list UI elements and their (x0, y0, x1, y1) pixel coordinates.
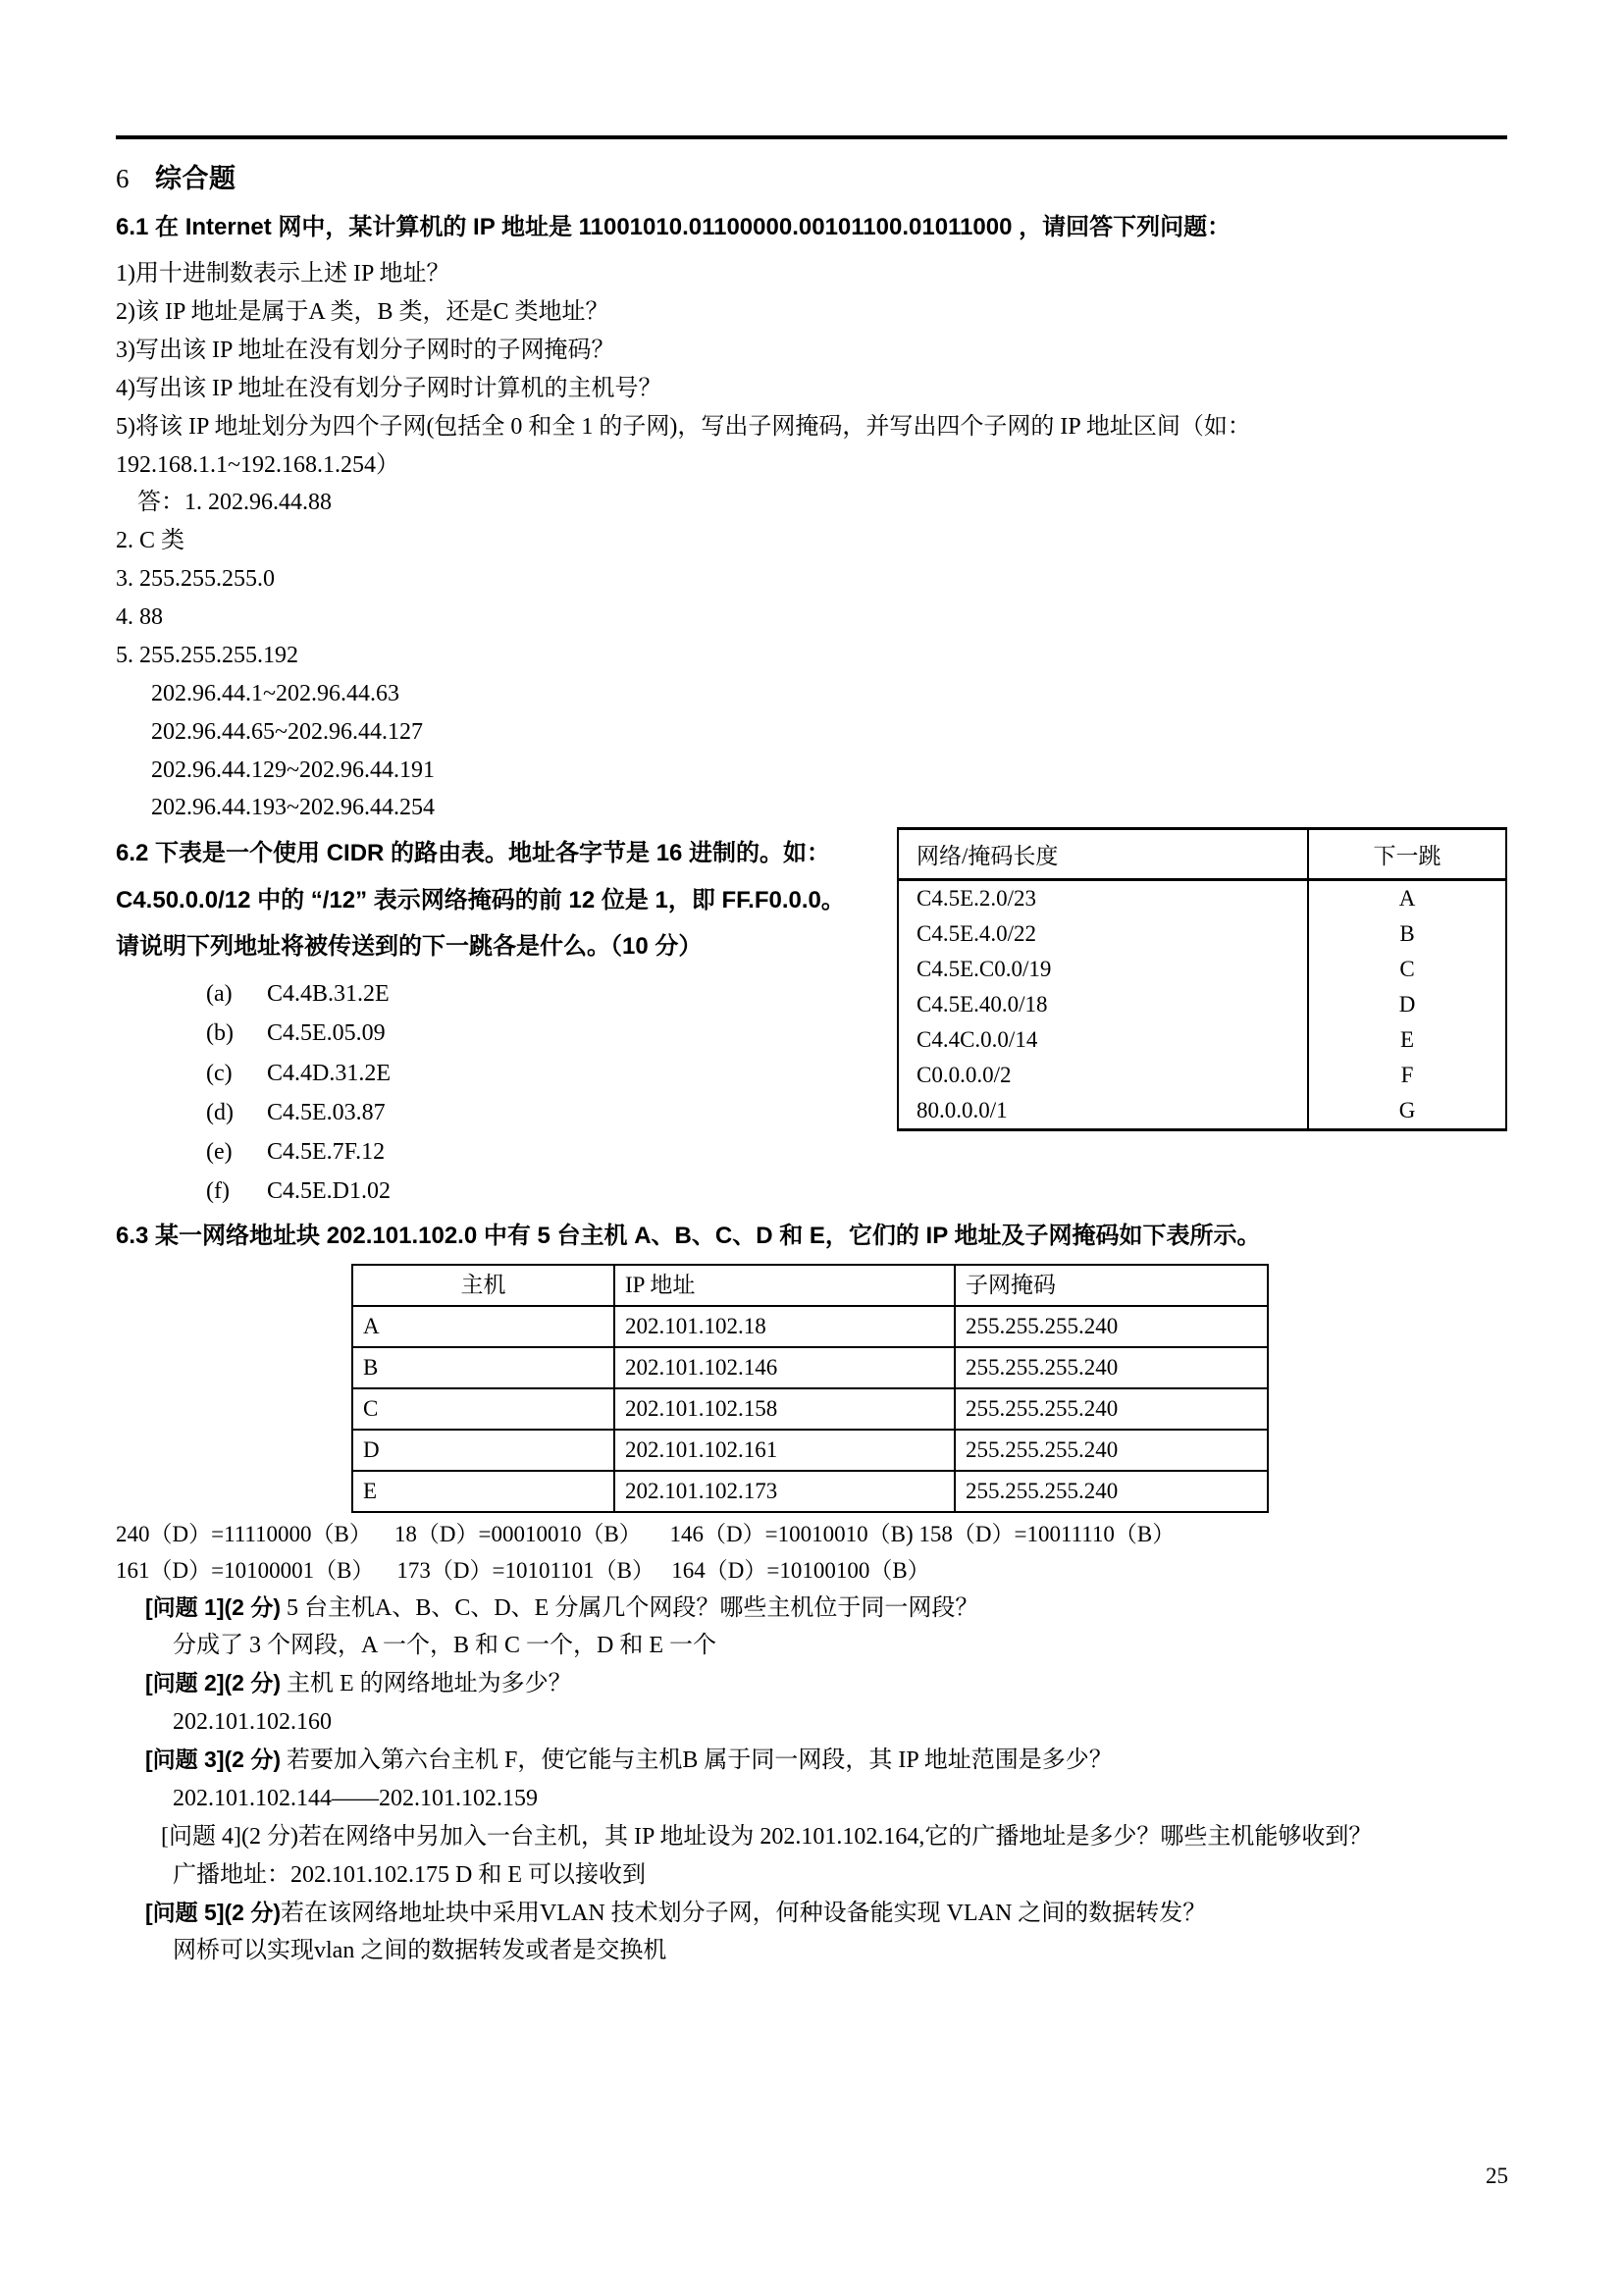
section-heading (116, 157, 1507, 195)
q62-address-label-a: (a) (206, 980, 233, 1007)
q61-heading: 6.1 在 Internet 网中，某计算机的 IP 地址是 11001010.01100000.00101100.01011000 ，请回答下列问题： (116, 214, 1231, 240)
q62-heading-line3: 请说明下列地址将被传送到的下一跳各是什么。（10 分） (116, 932, 703, 960)
list-item (116, 1172, 862, 1211)
routing-network-3: C4.5E.40.0/18 (898, 987, 1308, 1022)
q62-address-label-b: (b) (206, 1020, 234, 1047)
q61-answer-1: 答：1. 202.96.44.88 (137, 490, 332, 516)
table-header-row (352, 1265, 1268, 1306)
q62-address-value-c: C4.4D.31.2E (267, 1060, 391, 1086)
q63-question-1 (116, 1590, 1507, 1628)
routing-nexthop-2: C (1308, 952, 1506, 987)
host-mask-3: 255.255.255.240 (955, 1430, 1268, 1471)
host-name-1: B (352, 1347, 614, 1388)
routing-nexthop-3: D (1308, 987, 1506, 1022)
q62-address-label-d: (d) (206, 1099, 234, 1125)
host-mask-1: 255.255.255.240 (955, 1347, 1268, 1388)
routing-nexthop-6: G (1308, 1093, 1506, 1130)
routing-table (897, 827, 1507, 1131)
q62-address-label-c: (c) (206, 1060, 233, 1086)
q61-item-3: 3)写出该 IP 地址在没有划分子网时的子网掩码？ (116, 337, 615, 363)
q63-answer-1: 分成了 3 个网段，A 一个，B 和 C 一个，D 和 E 一个 (173, 1633, 717, 1659)
host-table (351, 1264, 1269, 1513)
routing-nexthop-0: A (1308, 880, 1506, 917)
host-mask-0: 255.255.255.240 (955, 1306, 1268, 1347)
list-item (116, 1132, 862, 1172)
routing-table-header-nexthop: 下一跳 (1308, 829, 1506, 880)
table-row (352, 1430, 1268, 1471)
host-name-2: C (352, 1388, 614, 1430)
q62-address-list (116, 974, 862, 1212)
q63-binary-line-2: 161（D）=10100001（B） 173（D）=10101101（B） 164（D）=10100100（B） (116, 1557, 930, 1583)
q63-question-1-label: [问题 1](2 分) (145, 1593, 281, 1620)
table-row (352, 1306, 1268, 1347)
q63-answer-2: 202.101.102.160 (173, 1709, 332, 1736)
list-item (116, 1054, 862, 1093)
q63-question-2-label: [问题 2](2 分) (145, 1670, 281, 1696)
host-ip-3: 202.101.102.161 (614, 1430, 955, 1471)
host-name-4: E (352, 1471, 614, 1512)
q61-item-5-cont: 192.168.1.1~192.168.1.254） (116, 451, 399, 478)
page-content (116, 135, 1507, 1970)
q62-block (116, 835, 1507, 1211)
q62-heading-line2: C4.50.0.0/12 中的 “/12” 表示网络掩码的前 12 位是 1，即 FF.F0.0.0。 (116, 886, 845, 913)
host-table-header-host: 主机 (352, 1265, 614, 1306)
routing-nexthop-5: F (1308, 1058, 1506, 1093)
q63-question-3 (116, 1742, 1507, 1780)
q63-question-5-text: 若在该网络地址块中采用VLAN 技术划分子网，何种设备能实现 VLAN 之间的数据转发？ (281, 1900, 1207, 1926)
routing-network-1: C4.5E.4.0/22 (898, 916, 1308, 952)
q63-question-5-label: [问题 5](2 分) (145, 1899, 281, 1925)
table-row (352, 1388, 1268, 1430)
section-number: 6 (116, 164, 130, 193)
q61-item-5: 5)将该 IP 地址划分为四个子网(包括全 0 和全 1 的子网)，写出子网掩码，并写出四个子网的 IP 地址区间（如： (116, 413, 1251, 440)
q61-range-4: 202.96.44.193~202.96.44.254 (151, 795, 435, 821)
q62-address-value-d: C4.5E.03.87 (267, 1099, 386, 1125)
table-row (898, 952, 1506, 987)
table-row (898, 1058, 1506, 1093)
routing-table-body (898, 880, 1506, 1130)
q62-address-value-a: C4.4B.31.2E (267, 980, 390, 1007)
q63-binary-line-1: 240（D）=11110000（B） 18（D）=00010010（B） 146（D）=10010010（B) 158（D）=10011110（B） (116, 1521, 1176, 1546)
routing-network-4: C4.4C.0.0/14 (898, 1022, 1308, 1058)
q63-question-4-label: [问题 4](2 分) (161, 1823, 298, 1850)
table-header-row (898, 829, 1506, 880)
host-table-head (352, 1265, 1268, 1306)
section-title: 综合题 (155, 164, 236, 193)
q63-question-3-label: [问题 3](2 分) (145, 1747, 281, 1773)
host-table-header-ip: IP 地址 (614, 1265, 955, 1306)
host-ip-4: 202.101.102.173 (614, 1471, 955, 1512)
q63-answer-4: 广播地址：202.101.102.175 D 和 E 可以接收到 (173, 1861, 646, 1888)
table-row (898, 1093, 1506, 1130)
host-name-3: D (352, 1430, 614, 1471)
host-ip-1: 202.101.102.146 (614, 1347, 955, 1388)
q62-address-value-f: C4.5E.D1.02 (267, 1178, 391, 1205)
routing-network-5: C0.0.0.0/2 (898, 1058, 1308, 1093)
host-table-body (352, 1306, 1268, 1512)
q62-address-label-e: (e) (206, 1139, 233, 1166)
q63-question-2 (116, 1665, 1507, 1703)
q63-question-5 (116, 1895, 1507, 1933)
q61-range-1: 202.96.44.1~202.96.44.63 (151, 680, 399, 706)
header-rule (116, 135, 1507, 139)
q63-question-4 (116, 1818, 1507, 1856)
q63-answer-3: 202.101.102.144——202.101.102.159 (173, 1785, 538, 1811)
list-item (116, 974, 862, 1014)
table-row (898, 987, 1506, 1022)
host-mask-4: 255.255.255.240 (955, 1471, 1268, 1512)
page-number: 25 (1486, 2164, 1508, 2188)
q61-answer-3: 3. 255.255.255.0 (116, 566, 275, 593)
q63-question-3-text: 若要加入第六台主机 F，使它能与主机B 属于同一网段，其 IP 地址范围是多少？ (281, 1747, 1113, 1774)
table-row (352, 1347, 1268, 1388)
table-row (352, 1471, 1268, 1512)
q61-answer-4: 4. 88 (116, 604, 163, 631)
q61-item-2: 2)该 IP 地址是属于A 类，B 类，还是C 类地址？ (116, 299, 609, 326)
q61-answer-2: 2. C 类 (116, 528, 185, 554)
table-row (898, 880, 1506, 917)
routing-table-header-network: 网络/掩码长度 (898, 829, 1308, 880)
host-ip-2: 202.101.102.158 (614, 1388, 955, 1430)
table-row (898, 916, 1506, 952)
routing-nexthop-4: E (1308, 1022, 1506, 1058)
q61-range-3: 202.96.44.129~202.96.44.191 (151, 756, 435, 783)
host-mask-2: 255.255.255.240 (955, 1388, 1268, 1430)
routing-network-0: C4.5E.2.0/23 (898, 880, 1308, 917)
host-table-header-mask: 子网掩码 (955, 1265, 1268, 1306)
host-ip-0: 202.101.102.18 (614, 1306, 955, 1347)
routing-nexthop-1: B (1308, 916, 1506, 952)
q61-answer-5: 5. 255.255.255.192 (116, 642, 298, 668)
q62-address-label-f: (f) (206, 1178, 230, 1205)
q62-heading-line1: 6.2 下表是一个使用 CIDR 的路由表。地址各字节是 16 进制的。如： (116, 840, 831, 867)
q63-heading: 6.3 某一网络地址块 202.101.102.0 中有 5 台主机 A、B、C、D 和 E，它们的 IP 地址及子网掩码如下表所示。 (116, 1222, 1261, 1249)
routing-network-2: C4.5E.C0.0/19 (898, 952, 1308, 987)
q61-item-4: 4)写出该 IP 地址在没有划分子网时计算机的主机号？ (116, 375, 662, 401)
q63-question-2-text: 主机 E 的网络地址为多少？ (281, 1671, 572, 1697)
list-item (116, 1093, 862, 1132)
routing-table-head (898, 829, 1506, 880)
q63-question-1-text: 5 台主机A、B、C、D、E 分属几个网段？哪些主机位于同一网段？ (281, 1594, 979, 1621)
q62-address-value-b: C4.5E.05.09 (267, 1020, 386, 1047)
q63-answer-5: 网桥可以实现vlan 之间的数据转发或者是交换机 (173, 1938, 667, 1964)
list-item (116, 1014, 862, 1053)
q61-item-1: 1)用十进制数表示上述 IP 地址？ (116, 261, 450, 287)
q62-left-column (116, 835, 862, 1211)
table-row (898, 1022, 1506, 1058)
q61-range-2: 202.96.44.65~202.96.44.127 (151, 718, 423, 745)
host-name-0: A (352, 1306, 614, 1347)
q63-question-4-text: 若在网络中另加入一台主机，其 IP 地址设为 202.101.102.164,它的广播地址是多少？哪些主机能够收到？ (297, 1823, 1373, 1850)
routing-network-6: 80.0.0.0/1 (898, 1093, 1308, 1130)
q62-address-value-e: C4.5E.7F.12 (267, 1139, 386, 1166)
